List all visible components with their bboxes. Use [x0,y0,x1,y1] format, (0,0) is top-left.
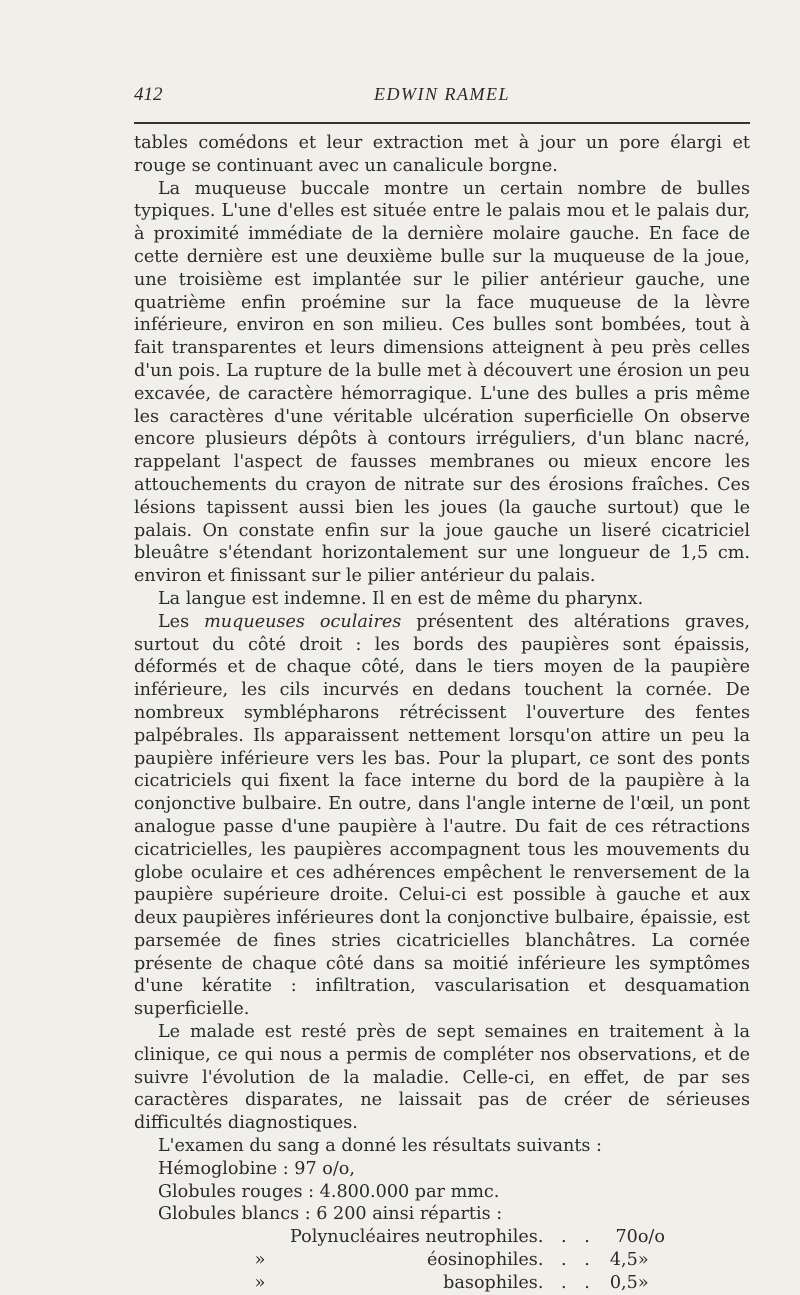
white-cells-line: Globules blancs : 6 200 ainsi répartis : [158,1204,503,1225]
page-number: 412 [134,84,163,105]
body-text [134,132,750,1295]
cell-unit: » [637,1272,649,1293]
paragraph-rest: présentent des altérations graves, surtout du côté droit : les bords des paupières sont épaissis, déformés et de chaque côté, dans le tiers moyen de la paupière inférieure, les cils incurvés en dedans touchent la cornée. De nombreux symblépharons rétrécissent l'ouverture des fentes palpébrales. Ils apparaissent nettement lorsqu'on attire un peu la paupière inférieure vers les bas. Pour la plupart, ce sont des ponts cicatriciels qui fixent la face interne du bord de la paupière à la conjonctive bulbaire. En outre, dans l'angle interne de l'œil, un pont analogue passe d'une paupière à l'autre. Du fait de ces rétractions cicatricielles, les paupières accompagnent tous les mouvements du globe oculaire et ces adhérences empêchent le renversement de la paupière supérieure droite. Celui-ci est possible à gauche et aux deux paupières inférieures dont la conjonctive bulbaire, épaissie, est parsemée de fines stries cicatricielles blanchâtres. La cornée présente de chaque côté dans sa moitié inférieure les symptômes d'une kératite : infiltration, vascularisation et desquamation superficielle. [134,611,750,1020]
cell-value: 4,5 [609,1250,638,1271]
paragraph [134,611,750,1021]
blood-intro: L'examen du sang a donné les résultats suivants : [158,1136,602,1157]
paragraph: La langue est indemne. Il en est de même du pharynx. [158,588,644,609]
leader-dots: . . . [537,1227,596,1248]
cell-unit: » [637,1250,649,1271]
running-title: EDWIN RAMEL [374,84,510,104]
cell-type: basophiles [443,1272,538,1293]
cell-type: éosinophiles [426,1250,538,1271]
ditto-mark: » [254,1250,266,1271]
header-rule [134,122,750,124]
cell-value: 0,5 [609,1272,638,1293]
differential-table [230,1226,665,1294]
leader-dots: . . . [537,1250,596,1271]
hemoglobin-line: Hémoglobine : 97 o/o, [158,1158,355,1179]
red-cells-line: Globules rouges : 4.800.000 par mmc. [158,1181,500,1202]
table-row [230,1272,665,1295]
paragraph-lead: Les [158,611,205,632]
paragraph: tables comédons et leur extraction met à jour un pore élargi et rouge se continuant avec un canalicule borgne. [134,133,750,176]
italic-term: muqueuses oculaires [204,611,402,632]
cell-type: Polynucléaires neutrophiles [290,1227,538,1248]
cell-unit: o/o [637,1227,665,1248]
ditto-mark: » [254,1272,266,1293]
cell-value: 70 [615,1227,638,1248]
page-header [134,84,750,112]
paragraph: Le malade est resté près de sept semaines en traitement à la clinique, ce qui nous a permis de compléter nos observations, et de suivre l'évolution de la maladie. Celle-ci, en effet, de par ses caractères disparates, ne laissait pas de créer de sérieuses difficultés diagnostiques. [134,1022,750,1134]
ditto-mark [230,1226,290,1249]
table-row [230,1249,665,1272]
leader-dots: . . . [537,1272,596,1293]
paragraph: La muqueuse buccale montre un certain nombre de bulles typiques. L'une d'elles est située entre le palais mou et le palais dur, à proximité immédiate de la dernière molaire gauche. En face de cette dernière est une deuxième bulle sur la muqueuse de la joue, une troisième est implantée sur le pilier antérieur gauche, une quatrième enfin proémine sur la face muqueuse de la lèvre inférieure, environ en son milieu. Ces bulles sont bombées, tout à fait transparentes et leurs dimensions atteignent à peu près celles d'un pois. La rupture de la bulle met à découvert une érosion un peu excavée, de caractère hémorragique. L'une des bulles a pris même les caractères d'une véritable ulcération superficielle On observe encore plusieurs dépôts à contours irréguliers, d'un blanc nacré, rappelant l'aspect de fausses membranes ou mieux encore les attouchements du crayon de nitrate sur des érosions fraîches. Ces lésions tapissent aussi bien les joues (la gauche surtout) que le palais. On constate enfin sur la joue gauche un liseré cicatriciel bleuâtre s'étendant horizontalement sur une longueur de 1,5 cm. environ et finissant sur le pilier antérieur du palais. [134,178,750,587]
table-row [230,1226,665,1249]
